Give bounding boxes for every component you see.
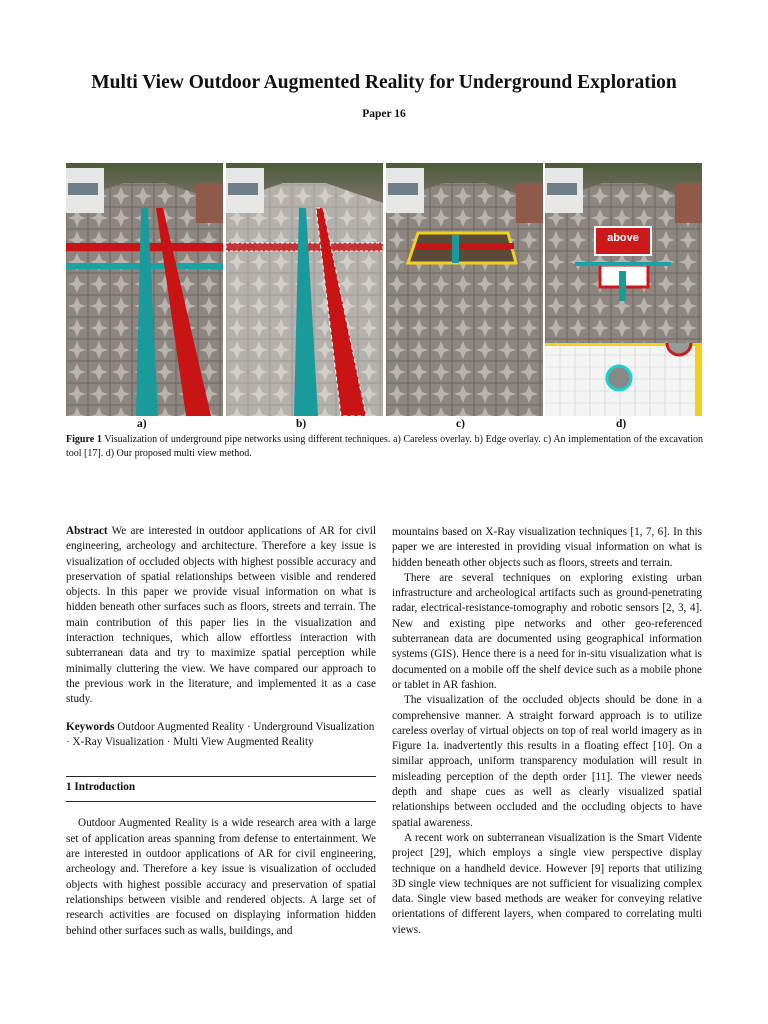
- right-column: [392, 525, 702, 938]
- abstract-label: Abstract: [66, 525, 108, 537]
- left-column: [66, 524, 376, 939]
- figure-panel-b: [226, 163, 383, 416]
- right-paragraph-2: There are several techniques on exploring existing urban infrastructure and archeological artifacts such as ground-penetrating radar, electrical-resistance-tomography and robotic sensors [2, 3, 4]. New and existing pipe networks and other geo-referenced subterranean data are documented using geographical information systems (GIS). Hence there is a need for in-situ visualization what is documented on a mobile off the shelf device such as a mobile phone or tablet in AR fashion.: [392, 571, 702, 691]
- figure-sublabel-b: b): [296, 418, 307, 430]
- figure-sublabel-d: d): [616, 418, 627, 430]
- right-paragraph-4: A recent work on subterranean visualization is the Smart Vidente project [29], which employs a single view perspective display technique on a handheld device. However [9] reports that utilizing 3D single view techniques are not sufficient for visualizing complex data. Single view based methods are weaker for conveying relative orientations of different layers, when compared to correlating multi views.: [392, 831, 702, 936]
- introduction-paragraph: Outdoor Augmented Reality is a wide research area with a large set of application areas spanning from defense to entertainment. We are interested in outdoor applications of AR for civil engineering, archeology and. Therefore a key issue is visualization of occluded objects with highest possible accuracy and preservation of spatial relationships between visible and rendered objects. A large set of research activities are focused on displaying information hidden behind other surfaces such as walls, buildings, and: [66, 817, 376, 937]
- right-paragraph-3: The visualization of the occluded objects should be done in a comprehensive manner. A straight forward approach is to utilize careless overlay of virtual objects on top of real world imagery as in Figure 1a. inadvertently this results in a floating effect [10]. On a similar approach, uniform transparency modulation will result in misleading perception of the depth order [11]. The viewer needs depth and shape cues as well as clearly visualized spatial relationships between occluded and the occluding objects to have spatial awareness.: [392, 694, 702, 829]
- figure-caption-text: Visualization of underground pipe networks using different techniques. a) Careless overlay. b) Edge overlay. c) An implementation of the excavation tool [17]. d) Our proposed multi view method.: [66, 434, 703, 459]
- section-heading-introduction: 1 Introduction: [66, 781, 136, 794]
- figure-sublabel-a: a): [137, 418, 147, 430]
- abstract-text: We are interested in outdoor applications of AR for civil engineering, archeology and architecture. Therefore a key issue is visualization of occluded objects with highest possible accuracy and preservation of spatial relationships between visible and rendered objects. In this paper we provide visual information on what is hidden beneath other surfaces such as floors, streets and terrain. The main contribution of this paper lies in the visualization and interaction techniques, which allow effortless interaction with subterranean data and try to maximize spatial perception while minimally cluttering the view. We have compared our approach to the previous work in the literature, and implemented it as a case study.: [66, 525, 376, 706]
- figure-caption-label: Figure 1: [66, 434, 102, 445]
- figure-panel-d: [545, 163, 702, 416]
- panel-d-label: above: [607, 232, 639, 244]
- keywords-text: Outdoor Augmented Reality · Underground Visualization · X-Ray Visualization · Multi View Augmented Reality: [66, 720, 375, 748]
- keywords: [66, 720, 376, 751]
- abstract: [66, 524, 376, 708]
- paper-title: Multi View Outdoor Augmented Reality for Underground Exploration: [91, 72, 677, 93]
- keywords-label: Keywords: [66, 720, 115, 733]
- right-paragraph-1: mountains based on X-Ray visualization techniques [1, 7, 6]. In this paper we are interested in providing visual information on what is hidden beneath other objects such as floors, streets and terrain.: [392, 526, 702, 569]
- figure-panel-c: [386, 163, 543, 416]
- figure-sublabel-c: c): [456, 418, 465, 430]
- section-rule: [66, 776, 376, 795]
- figure-caption: [66, 433, 703, 461]
- figure-panel-a: [66, 163, 223, 416]
- paper-id: Paper 16: [362, 108, 406, 120]
